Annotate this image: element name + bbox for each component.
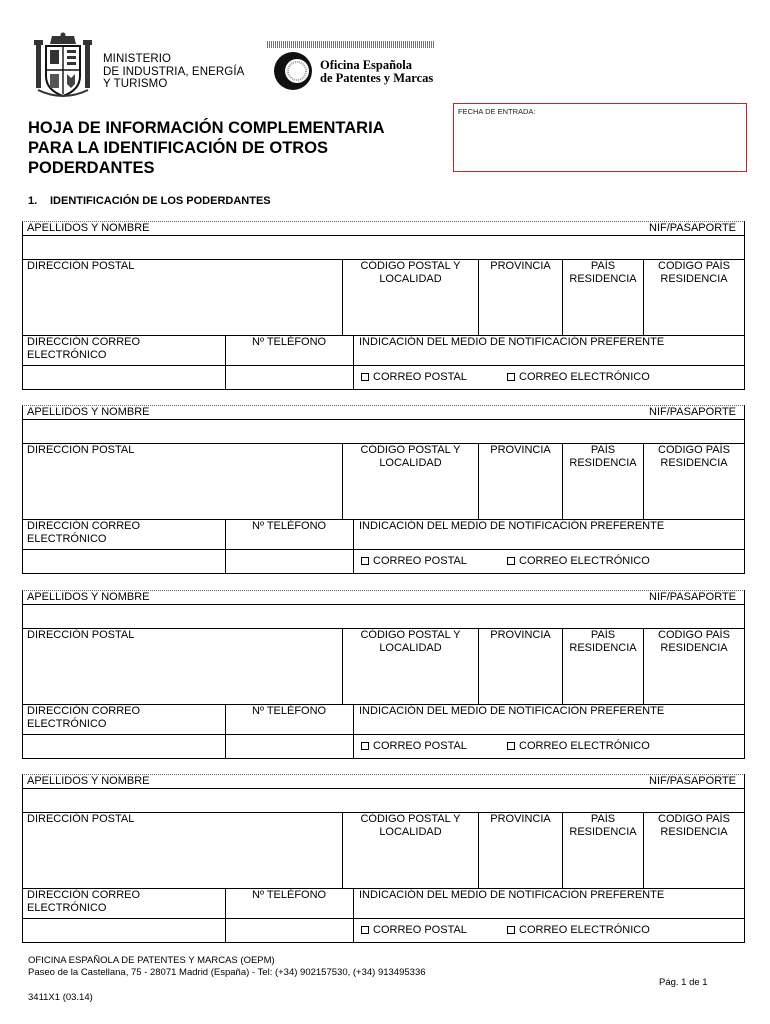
- rule: [225, 704, 226, 758]
- option-postal-label: CORREO POSTAL: [373, 555, 467, 567]
- option-postal-label: CORREO POSTAL: [373, 740, 467, 752]
- rule: [225, 335, 226, 389]
- label-line: DIRECCIÓN CORREO: [27, 889, 141, 901]
- email-label: [27, 889, 140, 914]
- label-line: RESIDENCIA: [569, 641, 637, 654]
- rule: [225, 888, 226, 942]
- name-field[interactable]: [23, 236, 743, 258]
- title-line: PARA LA IDENTIFICACIÓN DE OTROS: [28, 139, 329, 157]
- label-line: ELECTRÓNICO: [27, 348, 107, 361]
- postal-code-label: [343, 444, 478, 469]
- rule: [22, 918, 745, 919]
- ministry-name: [103, 53, 244, 91]
- rule: [353, 888, 354, 942]
- label-line: CODIGO PAÍS: [658, 444, 730, 456]
- checkbox-email[interactable]: [507, 557, 515, 565]
- nif-label: NIF/PASAPORTE: [649, 406, 737, 418]
- office-line: Oficina Española: [320, 58, 413, 72]
- checkbox-email[interactable]: [507, 373, 515, 381]
- address-label: DIRECCIÓN POSTAL: [27, 260, 135, 272]
- option-postal[interactable]: [361, 555, 467, 567]
- phone-label: Nº TELÉFONO: [252, 889, 327, 901]
- oepm-logo-stripe: [267, 41, 435, 48]
- rule: [22, 758, 745, 759]
- nif-label: NIF/PASAPORTE: [649, 775, 737, 787]
- option-email[interactable]: [507, 555, 650, 567]
- notification-label: INDICACIÓN DEL MEDIO DE NOTIFICACIÓN PREFERENTE: [359, 520, 665, 532]
- name-field[interactable]: [23, 605, 743, 627]
- residence-label: [563, 813, 643, 838]
- label-line: DIRECCIÓN CORREO: [27, 336, 141, 348]
- label-line: CODIGO PAÍS: [658, 629, 730, 641]
- country-code-label: [644, 444, 744, 469]
- rule: [22, 549, 745, 550]
- ministry-line: MINISTERIO: [103, 53, 172, 65]
- label-line: CODIGO PAÍS: [658, 813, 730, 825]
- name-label: APELLIDOS Y NOMBRE: [27, 406, 150, 418]
- rule: [744, 405, 745, 573]
- checkbox-email[interactable]: [507, 926, 515, 934]
- label-line: DIRECCIÓN CORREO: [27, 520, 141, 532]
- name-label: APELLIDOS Y NOMBRE: [27, 775, 150, 787]
- rule: [22, 389, 745, 390]
- label-line: RESIDENCIA: [660, 272, 728, 285]
- address-label: DIRECCIÓN POSTAL: [27, 629, 135, 641]
- province-label: PROVINCIA: [490, 813, 551, 825]
- label-line: CÓDIGO POSTAL Y: [360, 629, 461, 641]
- checkbox-postal[interactable]: [361, 926, 369, 934]
- label-line: CÓDIGO POSTAL Y: [360, 813, 461, 825]
- document-title: [28, 118, 448, 178]
- poderdante-block-4: [22, 774, 745, 942]
- poderdante-block-1: [22, 221, 745, 389]
- section-heading: [28, 195, 271, 207]
- poderdante-block-3: [22, 590, 745, 758]
- label-line: PAÍS: [590, 629, 616, 641]
- notification-label: INDICACIÓN DEL MEDIO DE NOTIFICACIÓN PREFERENTE: [359, 705, 665, 717]
- residence-label: [563, 260, 643, 285]
- label-line: PAÍS: [590, 260, 616, 272]
- label-line: LOCALIDAD: [379, 456, 442, 469]
- oepm-logo-icon: [272, 50, 314, 92]
- postal-code-label: [343, 629, 478, 654]
- notification-label: INDICACIÓN DEL MEDIO DE NOTIFICACIÓN PREFERENTE: [359, 889, 665, 901]
- section-title: IDENTIFICACIÓN DE LOS PODERDANTES: [50, 195, 271, 207]
- option-postal[interactable]: [361, 371, 467, 383]
- checkbox-email[interactable]: [507, 742, 515, 750]
- name-field[interactable]: [23, 420, 743, 442]
- address-label: DIRECCIÓN POSTAL: [27, 444, 135, 456]
- name-label: APELLIDOS Y NOMBRE: [27, 222, 150, 234]
- notification-label: INDICACIÓN DEL MEDIO DE NOTIFICACIÓN PREFERENTE: [359, 336, 665, 348]
- rule: [353, 519, 354, 573]
- footer-office-name: OFICINA ESPAÑOLA DE PATENTES Y MARCAS (OEPM): [28, 955, 275, 966]
- postal-code-label: [343, 813, 478, 838]
- option-postal-label: CORREO POSTAL: [373, 371, 467, 383]
- option-email-label: CORREO ELECTRÓNICO: [519, 371, 650, 383]
- option-postal-label: CORREO POSTAL: [373, 924, 467, 936]
- label-line: CÓDIGO POSTAL Y: [360, 444, 461, 456]
- ministry-line: DE INDUSTRIA, ENERGÍA: [103, 65, 245, 78]
- option-email-label: CORREO ELECTRÓNICO: [519, 740, 650, 752]
- nif-label: NIF/PASAPORTE: [649, 591, 737, 603]
- label-line: ELECTRÓNICO: [27, 717, 107, 730]
- rule: [353, 704, 354, 758]
- form-code: 3411X1 (03.14): [28, 992, 93, 1003]
- label-line: RESIDENCIA: [569, 456, 637, 469]
- fecha-entrada-box[interactable]: [453, 103, 747, 172]
- fecha-entrada-label: FECHA DE ENTRADA:: [458, 107, 536, 116]
- option-email[interactable]: [507, 924, 650, 936]
- section-number: 1.: [28, 195, 38, 207]
- residence-label: [563, 444, 643, 469]
- label-line: DIRECCIÓN CORREO: [27, 705, 141, 717]
- label-line: ELECTRÓNICO: [27, 532, 107, 545]
- phone-label: Nº TELÉFONO: [252, 520, 327, 532]
- rule: [22, 365, 745, 366]
- province-label: PROVINCIA: [490, 260, 551, 272]
- office-name: [320, 59, 433, 85]
- name-field[interactable]: [23, 789, 743, 811]
- checkbox-postal[interactable]: [361, 742, 369, 750]
- province-label: PROVINCIA: [490, 629, 551, 641]
- footer-address: Paseo de la Castellana, 75 - 28071 Madrid (España) - Tel: (+34) 902157530, (+34) 913495336: [28, 967, 426, 978]
- rule: [225, 519, 226, 573]
- country-code-label: [644, 260, 744, 285]
- label-line: LOCALIDAD: [379, 825, 442, 838]
- phone-label: Nº TELÉFONO: [252, 705, 327, 717]
- email-label: [27, 705, 140, 730]
- checkbox-postal[interactable]: [361, 373, 369, 381]
- label-line: CODIGO PAÍS: [658, 260, 730, 272]
- label-line: LOCALIDAD: [379, 272, 442, 285]
- option-email-label: CORREO ELECTRÓNICO: [519, 924, 650, 936]
- option-email[interactable]: [507, 371, 650, 383]
- option-postal[interactable]: [361, 740, 467, 752]
- title-line: HOJA DE INFORMACIÓN COMPLEMENTARIA: [28, 119, 385, 137]
- ministry-line: Y TURISMO: [103, 78, 168, 90]
- option-email[interactable]: [507, 740, 650, 752]
- country-code-label: [644, 629, 744, 654]
- name-label: APELLIDOS Y NOMBRE: [27, 591, 150, 603]
- email-label: [27, 520, 140, 545]
- country-code-label: [644, 813, 744, 838]
- rule: [353, 335, 354, 389]
- label-line: ELECTRÓNICO: [27, 901, 107, 914]
- label-line: RESIDENCIA: [569, 825, 637, 838]
- footer-office: [28, 955, 426, 979]
- label-line: CÓDIGO POSTAL Y: [360, 260, 461, 272]
- label-line: RESIDENCIA: [569, 272, 637, 285]
- label-line: PAÍS: [590, 813, 616, 825]
- residence-label: [563, 629, 643, 654]
- office-line: de Patentes y Marcas: [320, 71, 434, 85]
- rule: [22, 734, 745, 735]
- page-number: Pág. 1 de 1: [659, 977, 708, 988]
- title-line: PODERDANTES: [28, 159, 155, 177]
- rule: [744, 590, 745, 758]
- phone-label: Nº TELÉFONO: [252, 336, 327, 348]
- rule: [744, 774, 745, 942]
- option-email-label: CORREO ELECTRÓNICO: [519, 555, 650, 567]
- email-label: [27, 336, 140, 361]
- label-line: RESIDENCIA: [660, 641, 728, 654]
- poderdante-block-2: [22, 405, 745, 573]
- label-line: RESIDENCIA: [660, 825, 728, 838]
- spanish-coat-of-arms-icon: [32, 32, 94, 102]
- checkbox-postal[interactable]: [361, 557, 369, 565]
- rule: [22, 573, 745, 574]
- label-line: PAÍS: [590, 444, 616, 456]
- label-line: LOCALIDAD: [379, 641, 442, 654]
- label-line: RESIDENCIA: [660, 456, 728, 469]
- address-label: DIRECCIÓN POSTAL: [27, 813, 135, 825]
- rule: [22, 942, 745, 943]
- postal-code-label: [343, 260, 478, 285]
- nif-label: NIF/PASAPORTE: [649, 222, 737, 234]
- province-label: PROVINCIA: [490, 444, 551, 456]
- rule: [744, 221, 745, 389]
- option-postal[interactable]: [361, 924, 467, 936]
